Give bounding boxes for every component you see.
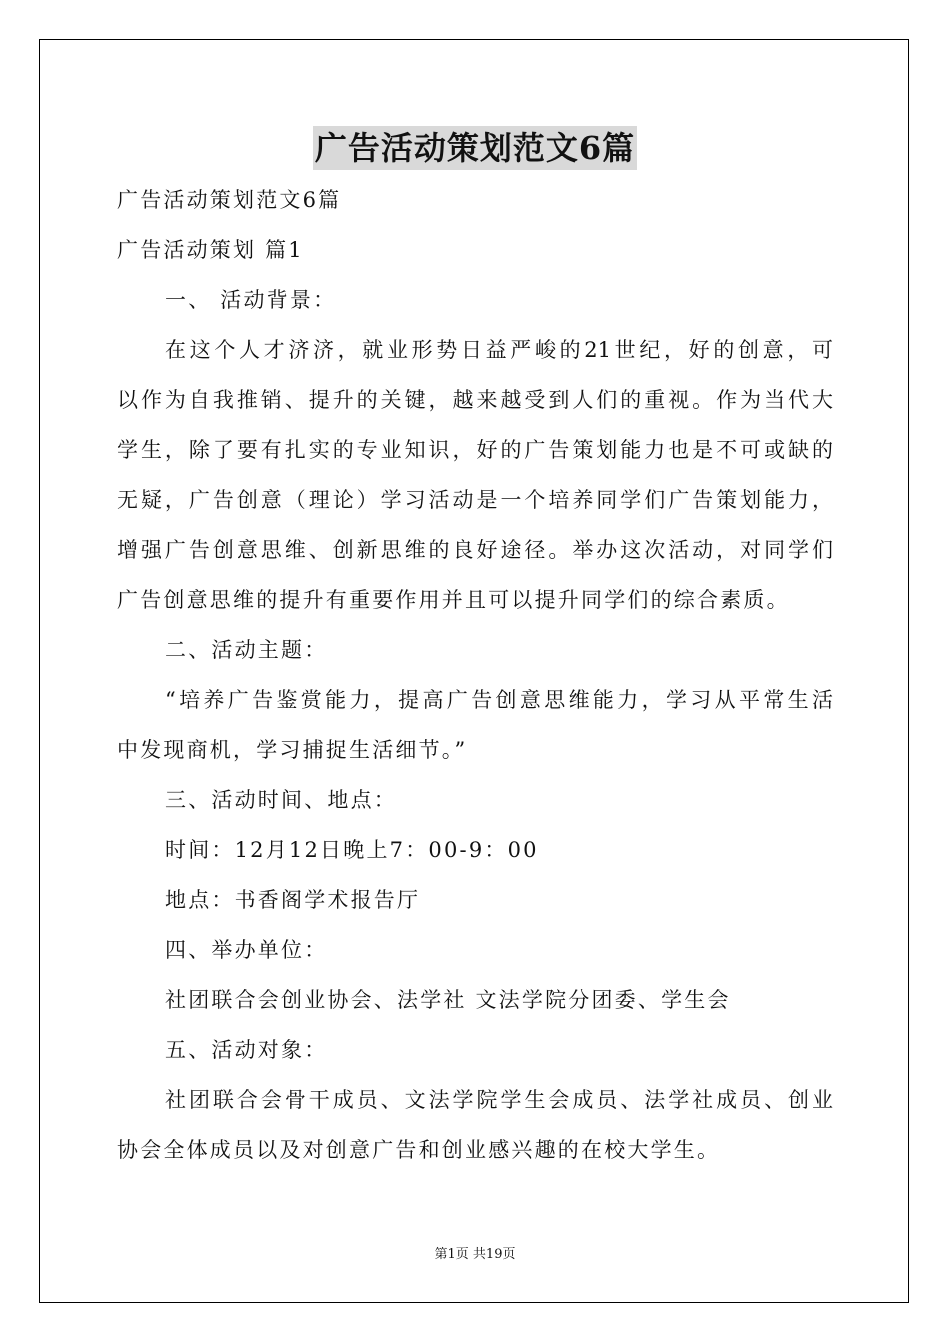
organizer-line: 社团联合会创业协会、法学社 文法学院分团委、学生会 — [165, 988, 731, 1012]
heading-theme: 二、活动主题： — [165, 638, 328, 662]
paragraph-line: 广告创意思维的提升有重要作用并且可以提升同学们的综合素质。 — [117, 588, 790, 612]
place-line: 地点：书香阁学术报告厅 — [165, 888, 421, 912]
heading-background: 一、 活动背景： — [165, 288, 337, 312]
paragraph-line: 社团联合会骨干成员、文法学院学生会成员、法学社成员、创业 — [165, 1088, 833, 1112]
heading-time-place: 三、活动时间、地点： — [165, 788, 397, 812]
title-container — [0, 126, 950, 170]
paragraph-line: 在这个人才济济，就业形势日益严峻的21世纪，好的创意，可 — [165, 338, 833, 362]
page-footer: 第1页 共19页 — [434, 1247, 516, 1262]
document-title: 广告活动策划范文6篇 — [313, 126, 637, 170]
subtitle-line: 广告活动策划范文6篇 — [117, 188, 342, 212]
paragraph-line: 学生，除了要有扎实的专业知识，好的广告策划能力也是不可或缺的 — [117, 438, 833, 462]
time-line: 时间：12月12日晚上7：00-9：00 — [165, 838, 539, 862]
heading-organizer: 四、举办单位： — [165, 938, 328, 962]
paragraph-line: 以作为自我推销、提升的关键，越来越受到人们的重视。作为当代大 — [117, 388, 833, 412]
heading-audience: 五、活动对象： — [165, 1038, 328, 1062]
paragraph-line: 无疑，广告创意（理论）学习活动是一个培养同学们广告策划能力， — [117, 488, 833, 512]
paragraph-line: 协会全体成员以及对创意广告和创业感兴趣的在校大学生。 — [117, 1138, 721, 1162]
paragraph-line: 增强广告创意思维、创新思维的良好途径。举办这次活动，对同学们 — [117, 538, 833, 562]
paragraph-line: “培养广告鉴赏能力，提高广告创意思维能力，学习从平常生活 — [165, 688, 833, 712]
paragraph-line: 中发现商机，学习捕捉生活细节。” — [117, 738, 468, 762]
section-heading: 广告活动策划 篇1 — [117, 238, 304, 262]
